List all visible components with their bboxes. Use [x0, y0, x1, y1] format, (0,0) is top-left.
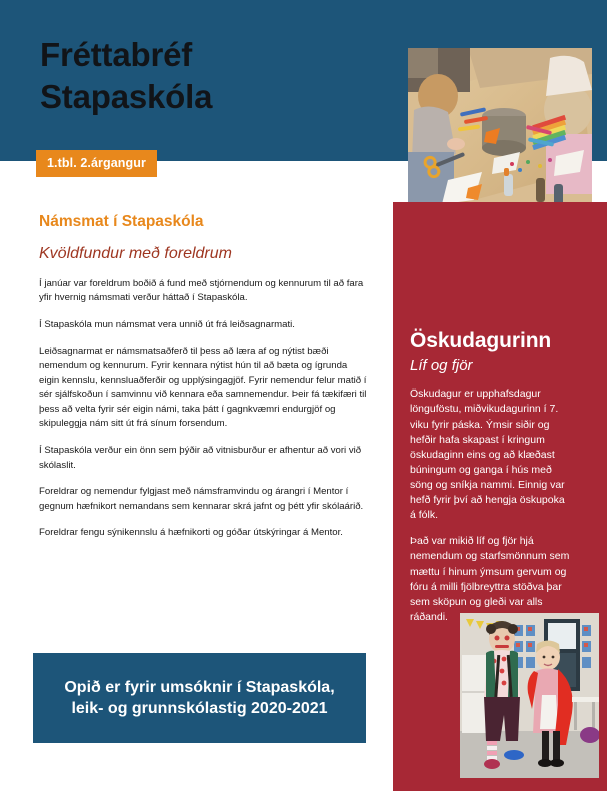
article-paragraph: Í Stapaskóla verður ein önn sem þýðir að vitnisburður er afhentur að vori við skólaslit.: [39, 444, 362, 471]
sidebar-title: Öskudagurinn: [410, 329, 552, 352]
cta-line2: leik- og grunnskólastig 2020-2021: [71, 700, 328, 717]
article-heading: Námsmat í Stapaskóla: [39, 213, 204, 230]
article-paragraph: Foreldrar og nemendur fylgjast með námsframvindu og árangri í Mentor í gegnum hæfnikort nemandans sem kennarar skrá jafnt og þétt yfir skólaárið.: [39, 486, 364, 512]
two-people-in-costumes-photo: [460, 613, 599, 778]
article-paragraph: Leiðsagnarmat er námsmatsaðferð til þess að læra af og nýtist bæði nemendum og kennurum. Fyrir kennara nýtist hún til að bæta og ígrunda eigin kennslu, kennsluaðferðir og upplýsingagjöf. Fyrir nemendur felur matið í sér sjálfskoðun í samvinnu við kennara eða samnemendur. Þeir fá tækifæri til þess að velta fyrir sér eigin námi, taka þátt í gagnkvæmri endurgjöf og skipuleggja nám sitt út frá sínum forsendum.: [39, 345, 367, 430]
sidebar-content: [410, 329, 572, 636]
article-body: [39, 277, 369, 541]
sidebar-paragraph: Það var mikið líf og fjör hjá nemendum og starfsmönnum sem mættu í hinum ýmsum gervum og fóru á milli fjölbreyttra stöðva þar sem sköpun og gleði var alls ráðandi.: [410, 535, 570, 623]
issue-badge: 1.tbl. 2.árgangur: [36, 150, 157, 177]
sidebar-subtitle: Líf og fjör: [410, 357, 473, 375]
article-paragraph: Í janúar var foreldrum boðið á fund með stjórnendum og kennurum til að fara yfir hvernig námsmati verður háttað í Stapaskóla.: [39, 277, 364, 304]
cta-line1: Opið er fyrir umsóknir í Stapaskóla,: [64, 678, 335, 696]
article-paragraph: Í Stapaskóla mun námsmat vera unnið út frá leiðsagnarmati.: [39, 318, 295, 330]
sidebar-paragraph: Öskudagur er upphafsdagur lönguföstu, miðvikudagurinn í 7. viku fyrir páska. Ýmsir siðir og hefðir hafa skapast í kringum öskudaginn eins og að klæðast búningum og ganga í hús með söng og sníkja nammi. Einnig var hefð fyrir því að hengja öskupoka á fólk.: [410, 388, 565, 522]
article-paragraph: Foreldrar fengu sýnikennslu á hæfnikorti og góðar útskýringar á Mentor.: [39, 527, 343, 539]
article-column: [39, 213, 369, 541]
cta-banner: [33, 653, 366, 743]
page-title-line2: Stapaskóla: [40, 77, 213, 115]
sidebar-body: [410, 387, 572, 625]
article-subheading: Kvöldfundur með foreldrum: [39, 244, 232, 262]
children-crafting-at-table-photo: [408, 48, 592, 207]
page-title: [40, 34, 380, 118]
cta-text: [50, 677, 348, 719]
page-title-line1: Fréttabréf: [40, 36, 193, 73]
